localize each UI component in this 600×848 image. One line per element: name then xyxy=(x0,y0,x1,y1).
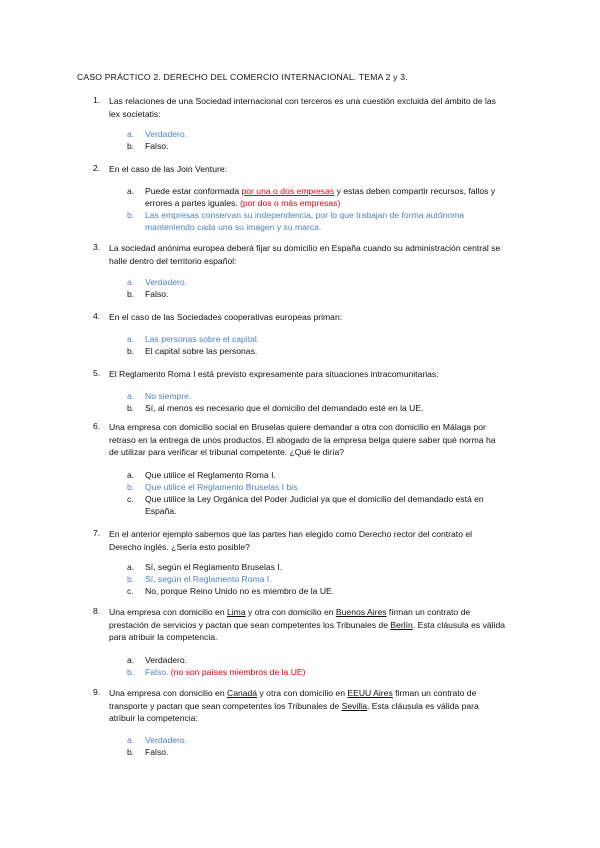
option-text: Falso. xyxy=(145,747,169,757)
option-text: El capital sobre las personas. xyxy=(145,346,258,356)
option-text-line: España. xyxy=(145,506,177,517)
question-line: para atribuir la competencia. xyxy=(109,632,218,642)
question-text xyxy=(109,311,529,324)
question-line: lex societatis: xyxy=(109,108,161,119)
option-text: Verdadero. xyxy=(145,129,188,139)
option-letter: b. xyxy=(127,289,135,299)
question-line: En el caso de las Sociedades cooperativas europeas priman: xyxy=(109,312,343,322)
question-line: El Reglamento Roma I está previsto expresamente para situaciones intracomunitarias: xyxy=(109,369,439,379)
question-line: retraso en la entrega de unos productos. El abogado de la empresa belga quiere saber qué norma ha xyxy=(109,434,496,445)
option-letter: c. xyxy=(127,586,134,596)
option-text: Verdadero. xyxy=(145,655,188,665)
option-letter: b. xyxy=(127,574,135,584)
underlined-place: Sevilla xyxy=(341,700,367,711)
option-text xyxy=(145,666,525,678)
option-letter: b. xyxy=(127,667,135,677)
underlined-place: EEUU Aires xyxy=(347,688,393,698)
question-line: halle dentro del territorio español: xyxy=(109,255,237,266)
underlined-place: Berlín xyxy=(390,619,413,630)
question-number: 6. xyxy=(93,421,101,431)
question-text-part: firman un contrato de xyxy=(392,688,477,698)
question-text xyxy=(109,606,529,644)
option-text: Sí, según el Reglamento Roma I. xyxy=(145,574,272,584)
question-text-part: prestación de servicios y pactan que sean competentes los Tribunales de xyxy=(109,619,391,630)
option-letter: a. xyxy=(127,391,135,401)
question-text xyxy=(109,528,529,553)
underlined-place: Canadá xyxy=(226,688,258,698)
option-letter: c. xyxy=(127,494,134,504)
option-text: No siempre. xyxy=(145,391,192,401)
option-text-line: Las empresas conservan su independencia, por lo que trabajan de forma autónoma xyxy=(145,210,465,220)
option-letter: b. xyxy=(127,141,135,151)
question-text-part: Una empresa con domicilio en xyxy=(109,688,227,698)
option-text: Que utilice el Reglamento Bruselas I bis. xyxy=(145,482,300,492)
highlighted-phrase: por una o dos empresas xyxy=(241,186,335,196)
question-number: 3. xyxy=(93,242,101,252)
option-letter: a. xyxy=(127,277,135,287)
question-line: de utilizar para verificar el tribunal competente. ¿Qué le diría? xyxy=(109,447,345,457)
underlined-place: Buenos Aires xyxy=(335,607,387,617)
option-text: Verdadero. xyxy=(145,277,188,287)
question-number: 9. xyxy=(93,687,101,697)
question-number: 8. xyxy=(93,606,101,616)
question-number: 1. xyxy=(93,95,101,105)
option-text: Verdadero. xyxy=(145,735,188,745)
option-text: Falso. xyxy=(145,289,169,299)
question-line: Las relaciones de una Sociedad internacional con terceros es una cuestión excluida del ámbito de las xyxy=(109,96,496,106)
option-letter: a. xyxy=(127,129,135,139)
option-text xyxy=(145,209,525,233)
option-letter: a. xyxy=(127,655,135,665)
question-text-part: . Esta cláusula es válida xyxy=(412,619,506,630)
question-text-part: Una empresa con domicilio en xyxy=(109,607,227,617)
underlined-place: Lima xyxy=(226,607,246,617)
question-number: 5. xyxy=(93,368,101,378)
option-text: Falso. xyxy=(145,141,169,151)
option-letter: a. xyxy=(127,562,135,572)
option-letter: a. xyxy=(127,186,135,196)
question-text-part: . Esta cláusula es válida para xyxy=(366,700,479,711)
option-letter: b. xyxy=(127,346,135,356)
option-letter: b. xyxy=(127,210,135,220)
option-text-line: Que utilice la Ley Orgánica del Poder Judicial ya que el domicilio del demandado está en xyxy=(145,494,484,504)
question-text xyxy=(109,687,529,725)
option-text: Sí, según el Reglamento Bruselas I. xyxy=(145,562,283,572)
correction-note: (por dos o más empresas) xyxy=(240,198,341,209)
option-text-line: manteniendo cada una su imagen y su marca. xyxy=(145,222,322,233)
question-line: La sociedad anónima europea deberá fijar su domicilio en España cuando su administración central se xyxy=(109,243,501,253)
option-letter: a. xyxy=(127,334,135,344)
option-text-part: Puede estar conformada xyxy=(145,186,242,196)
question-line: atribuir la competencia: xyxy=(109,713,198,723)
option-text-part: Falso. xyxy=(145,667,171,677)
question-number: 4. xyxy=(93,311,101,321)
question-line: Derecho inglés. ¿Sería esto posible? xyxy=(109,541,250,552)
question-line: En el anterior ejemplo sabemos que las partes han elegido como Derecho rector del contrato el xyxy=(109,529,473,539)
option-text-part: y estas deben compartir recursos, fallos y xyxy=(334,186,496,196)
option-letter: b. xyxy=(127,747,135,757)
option-letter: a. xyxy=(127,735,135,745)
question-line: Una empresa con domicilio social en Bruselas quiere demandar a otra con domicilio en Málaga por xyxy=(109,422,486,432)
question-text xyxy=(109,95,529,120)
option-text xyxy=(145,185,525,209)
question-text xyxy=(109,421,529,459)
option-letter: b. xyxy=(127,403,135,413)
option-text-part: errores a partes iguales. xyxy=(145,198,241,209)
option-letter: b. xyxy=(127,482,135,492)
question-text-part: y otra con domicilio en xyxy=(245,607,336,617)
question-text-part: firman un contrato de xyxy=(386,607,471,617)
option-text: No, porque Reino Unido no es miembro de la UE. xyxy=(145,586,335,596)
option-text: Sí, al menos es necesario que el domicilio del demandado esté en la UE. xyxy=(145,403,424,413)
question-line: En el caso de las Join Venture: xyxy=(109,164,228,174)
question-text xyxy=(109,163,529,176)
question-number: 7. xyxy=(93,528,101,538)
option-text: Que utilice el Reglamento Roma I. xyxy=(145,470,276,480)
document-title: CASO PRÁCTICO 2. DERECHO DEL COMERCIO INTERNACIONAL. TEMA 2 y 3. xyxy=(77,72,408,82)
correction-note: (no son países miembros de la UE) xyxy=(170,667,306,677)
question-number: 2. xyxy=(93,163,101,173)
option-letter: a. xyxy=(127,470,135,480)
question-text-part: transporte y pactan que sean competentes los Tribunales de xyxy=(109,700,342,711)
question-text-part: y otra con domicilio en xyxy=(257,688,348,698)
question-text xyxy=(109,242,529,267)
question-text xyxy=(109,368,529,381)
option-text xyxy=(145,493,525,517)
option-text: Las personas sobre el capital. xyxy=(145,334,260,344)
